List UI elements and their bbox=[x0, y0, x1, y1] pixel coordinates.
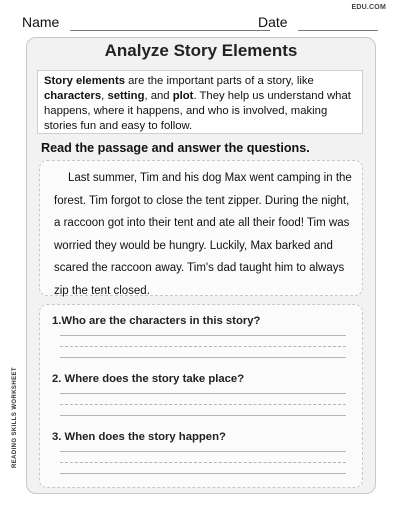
instruction-text: Read the passage and answer the questions. bbox=[41, 141, 310, 155]
intro-text-0: Story elements bbox=[44, 75, 125, 87]
answer-guide-line bbox=[60, 404, 346, 405]
answer-line[interactable] bbox=[60, 357, 346, 358]
intro-box bbox=[37, 70, 363, 134]
questions-box bbox=[39, 304, 363, 488]
date-label: Date bbox=[258, 14, 288, 30]
passage-text: Last summer, Tim and his dog Max went camping in the forest. Tim forgot to close the tent zipper. During the night, a raccoon got into their tent and ate all their food! Tim was worried they would be hungry. Luckily, Max barked and scared the raccoon away. Tim's dad taught him to always zip the tent closed. bbox=[54, 172, 352, 297]
date-blank[interactable] bbox=[298, 30, 378, 31]
answer-line[interactable] bbox=[60, 451, 346, 452]
answer-line[interactable] bbox=[60, 473, 346, 474]
answer-line[interactable] bbox=[60, 415, 346, 416]
question-3: 3. When does the story happen? bbox=[52, 431, 226, 443]
intro-text-7: . They help us understand what happens, where it happens, and who is involved, making stories fun and easy to follow. bbox=[44, 90, 351, 132]
question-1: 1.Who are the characters in this story? bbox=[52, 315, 261, 327]
answer-line[interactable] bbox=[60, 393, 346, 394]
intro-text-6: plot bbox=[172, 90, 194, 102]
answer-guide-line bbox=[60, 346, 346, 347]
name-label: Name bbox=[22, 14, 60, 30]
name-blank[interactable] bbox=[70, 30, 270, 31]
worksheet-title: Analyze Story Elements bbox=[104, 41, 298, 60]
intro-text-4: setting bbox=[107, 90, 145, 102]
intro-text-5: , and bbox=[144, 90, 173, 102]
name-date-header bbox=[22, 12, 378, 32]
brand-logo: EDU.COM bbox=[351, 4, 386, 11]
intro-text-1: are the important parts of a story, like bbox=[125, 75, 314, 87]
answer-line[interactable] bbox=[60, 335, 346, 336]
intro-text-2: characters bbox=[44, 90, 102, 102]
intro-text-3: , bbox=[101, 90, 108, 102]
side-label: READING SKILLS WORKSHEET bbox=[12, 367, 18, 468]
passage-box bbox=[39, 160, 363, 296]
question-2: 2. Where does the story take place? bbox=[52, 373, 245, 385]
worksheet-panel bbox=[26, 37, 376, 494]
answer-guide-line bbox=[60, 462, 346, 463]
